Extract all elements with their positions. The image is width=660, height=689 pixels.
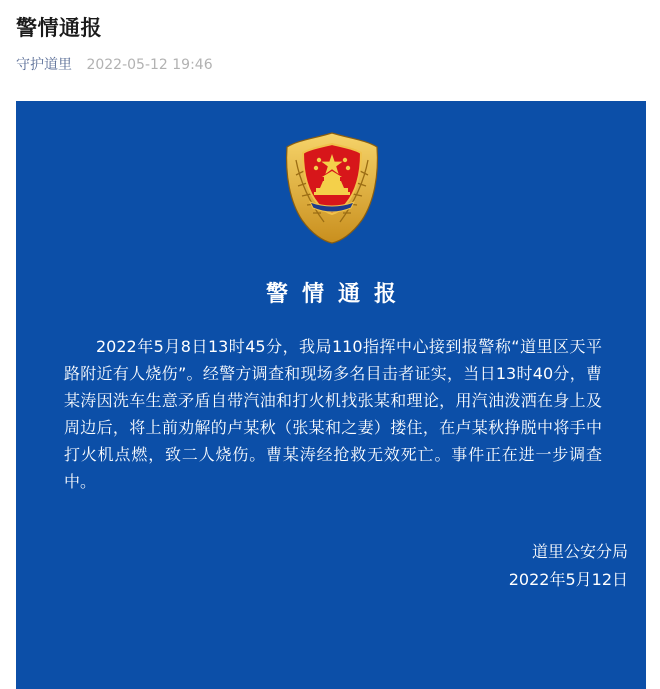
publish-time: 2022-05-12 19:46 [86,57,213,73]
signature-org: 道里公安分局 [531,542,628,561]
article-meta [16,54,213,74]
account-name-link[interactable]: 守护道里 [16,57,72,73]
police-emblem-icon [280,130,384,245]
notice-body: 2022年5月8日13时45分，我局110指挥中心接到报警称“道里区天平路附近有人烧伤”。经警方调查和现场多名目击者证实，当日13时40分，曹某涛因洗车生意矛盾自带汽油和打火机找张某和理论，用汽油泼洒在身上及周边后，将上前劝解的卢某秋（张某和之妻）搂住，在卢某秋挣脱中将手中打火机点燃，致二人烧伤。曹某涛经抢救无效死亡。事件正在进一步调查中。 [64,337,602,491]
signature-date: 2022年5月12日 [508,570,628,589]
police-notice-image [16,101,646,689]
notice-title: 警情通报 [265,282,410,307]
article-title: 警情通报 [16,16,102,40]
